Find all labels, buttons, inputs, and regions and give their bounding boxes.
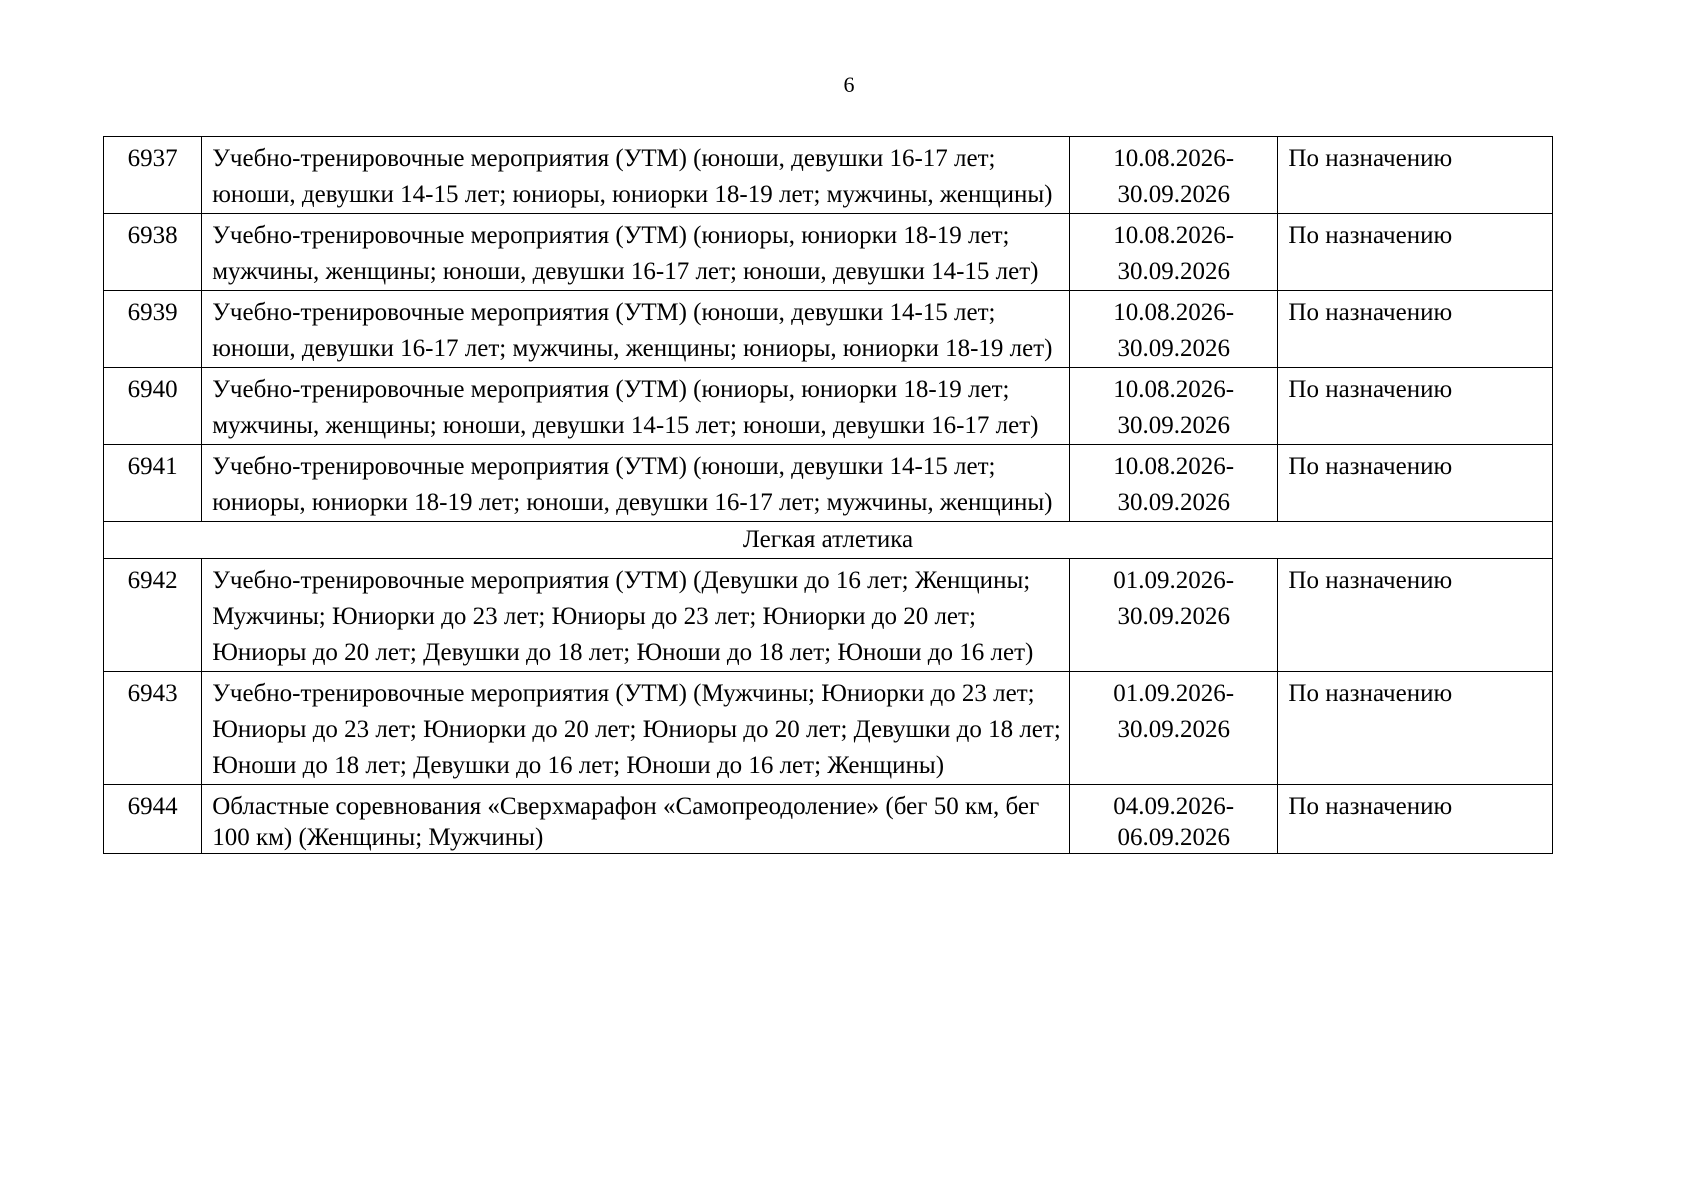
event-dates xyxy=(1069,214,1277,291)
event-name: Учебно-тренировочные мероприятия (УТМ) (Мужчины; Юниорки до 23 лет; Юниоры до 23 лет; Юниорки до 20 лет; Юниоры до 20 лет; Девушки до 18 лет; Юноши до 18 лет; Девушки до 16 лет; Юноши до 16 лет; Женщины) xyxy=(202,672,1070,785)
date-start: 10.08.2026- xyxy=(1113,453,1235,480)
event-note: По назначению xyxy=(1278,137,1553,214)
date-end: 30.09.2026 xyxy=(1117,258,1230,285)
events-table xyxy=(103,136,1553,854)
event-dates xyxy=(1069,368,1277,445)
event-number: 6944 xyxy=(104,785,202,854)
event-number: 6941 xyxy=(104,445,202,522)
event-name: Учебно-тренировочные мероприятия (УТМ) (Девушки до 16 лет; Женщины; Мужчины; Юниорки до 23 лет; Юниоры до 23 лет; Юниорки до 20 лет; Юниоры до 20 лет; Девушки до 18 лет; Юноши до 18 лет; Юноши до 16 лет) xyxy=(202,559,1070,672)
page-number: 6 xyxy=(843,72,855,97)
event-name: Учебно-тренировочные мероприятия (УТМ) (юниоры, юниорки 18-19 лет; мужчины, женщины; юноши, девушки 16-17 лет; юноши, девушки 14-15 лет) xyxy=(202,214,1070,291)
event-dates xyxy=(1069,785,1277,854)
table-row xyxy=(104,368,1553,445)
date-end: 30.09.2026 xyxy=(1117,181,1230,208)
event-name: Областные соревнования «Сверхмарафон «Самопреодоление» (бег 50 км, бег 100 км) (Женщины; Мужчины) xyxy=(202,785,1070,854)
event-note: По назначению xyxy=(1278,445,1553,522)
table-row xyxy=(104,214,1553,291)
date-end: 06.09.2026 xyxy=(1117,824,1230,851)
event-number: 6939 xyxy=(104,291,202,368)
table-row xyxy=(104,559,1553,672)
event-dates xyxy=(1069,672,1277,785)
event-dates xyxy=(1069,137,1277,214)
event-number: 6937 xyxy=(104,137,202,214)
event-number: 6943 xyxy=(104,672,202,785)
event-note: По назначению xyxy=(1278,214,1553,291)
date-start: 10.08.2026- xyxy=(1113,299,1235,326)
event-note: По назначению xyxy=(1278,291,1553,368)
event-note: По назначению xyxy=(1278,559,1553,672)
date-start: 01.09.2026- xyxy=(1113,680,1235,707)
event-number: 6938 xyxy=(104,214,202,291)
event-name: Учебно-тренировочные мероприятия (УТМ) (юниоры, юниорки 18-19 лет; мужчины, женщины; юноши, девушки 14-15 лет; юноши, девушки 16-17 лет) xyxy=(202,368,1070,445)
event-name: Учебно-тренировочные мероприятия (УТМ) (юноши, девушки 14-15 лет; юниоры, юниорки 18-19 лет; юноши, девушки 16-17 лет; мужчины, женщины) xyxy=(202,445,1070,522)
date-end: 30.09.2026 xyxy=(1117,335,1230,362)
date-end: 30.09.2026 xyxy=(1117,716,1230,743)
date-end: 30.09.2026 xyxy=(1117,603,1230,630)
table-row xyxy=(104,672,1553,785)
event-number: 6942 xyxy=(104,559,202,672)
event-dates xyxy=(1069,291,1277,368)
date-start: 10.08.2026- xyxy=(1113,376,1235,403)
table-row xyxy=(104,291,1553,368)
date-start: 01.09.2026- xyxy=(1113,567,1235,594)
date-start: 10.08.2026- xyxy=(1113,222,1235,249)
event-dates xyxy=(1069,559,1277,672)
section-title: Легкая атлетика xyxy=(104,522,1553,559)
event-note: По назначению xyxy=(1278,672,1553,785)
event-name: Учебно-тренировочные мероприятия (УТМ) (юноши, девушки 14-15 лет; юноши, девушки 16-17 лет; мужчины, женщины; юниоры, юниорки 18-19 лет) xyxy=(202,291,1070,368)
date-end: 30.09.2026 xyxy=(1117,489,1230,516)
table-row xyxy=(104,445,1553,522)
event-number: 6940 xyxy=(104,368,202,445)
event-name: Учебно-тренировочные мероприятия (УТМ) (юноши, девушки 16-17 лет; юноши, девушки 14-15 лет; юниоры, юниорки 18-19 лет; мужчины, женщины) xyxy=(202,137,1070,214)
date-start: 04.09.2026- xyxy=(1113,793,1235,820)
date-start: 10.08.2026- xyxy=(1113,145,1235,172)
event-note: По назначению xyxy=(1278,368,1553,445)
table-row xyxy=(104,137,1553,214)
table-row xyxy=(104,785,1553,854)
event-note: По назначению xyxy=(1278,785,1553,854)
section-row xyxy=(104,522,1553,559)
date-end: 30.09.2026 xyxy=(1117,412,1230,439)
event-dates xyxy=(1069,445,1277,522)
